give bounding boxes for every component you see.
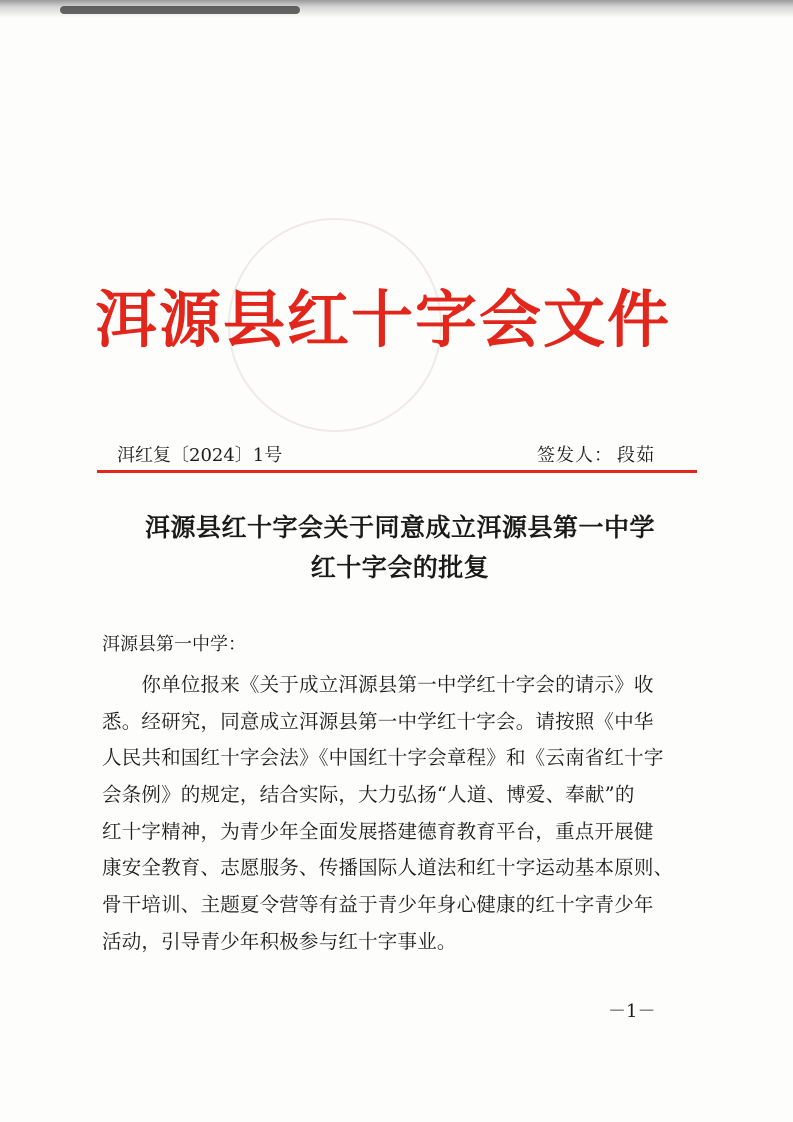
- document-header-title: 洱源县红十字会文件: [95, 283, 672, 356]
- body-line: 悉。经研究，同意成立洱源县第一中学红十字会。请按照《中华: [102, 709, 654, 733]
- scan-shadow: [60, 6, 300, 14]
- salutation: 洱源县第一中学：: [102, 634, 246, 655]
- document-body: [102, 667, 702, 961]
- page-number: －1－: [608, 1001, 656, 1022]
- body-line: 红十字精神，为青少年全面发展搭建德育教育平台，重点开展健: [102, 819, 654, 843]
- body-line: 你单位报来《关于成立洱源县第一中学红十字会的请示》收: [102, 673, 654, 696]
- document-title: [100, 508, 700, 588]
- signer: [537, 444, 655, 468]
- signer-name: 段茹: [617, 445, 655, 466]
- body-line: 活动，引导青少年积极参与红十字事业。: [102, 929, 457, 953]
- signer-label: 签发人：: [537, 445, 613, 466]
- body-line: 人民共和国红十字会法》《中国红十字会章程》和《云南省红十字: [102, 746, 664, 770]
- document-title-line-2: 红十字会的批复: [310, 553, 490, 582]
- document-number: 洱红复〔2024〕1号: [117, 445, 283, 466]
- document-title-line-1: 洱源县红十字会关于同意成立洱源县第一中学: [144, 513, 655, 542]
- body-line: 会条例》的规定，结合实际，大力弘扬“人道、博爱、奉献”的: [102, 783, 635, 807]
- body-line: 康安全教育、志愿服务、传播国际人道法和红十字运动基本原则、: [102, 856, 674, 880]
- red-divider-line: [97, 470, 697, 473]
- body-line: 骨干培训、主题夏令营等有益于青少年身心健康的红十字青少年: [102, 893, 654, 917]
